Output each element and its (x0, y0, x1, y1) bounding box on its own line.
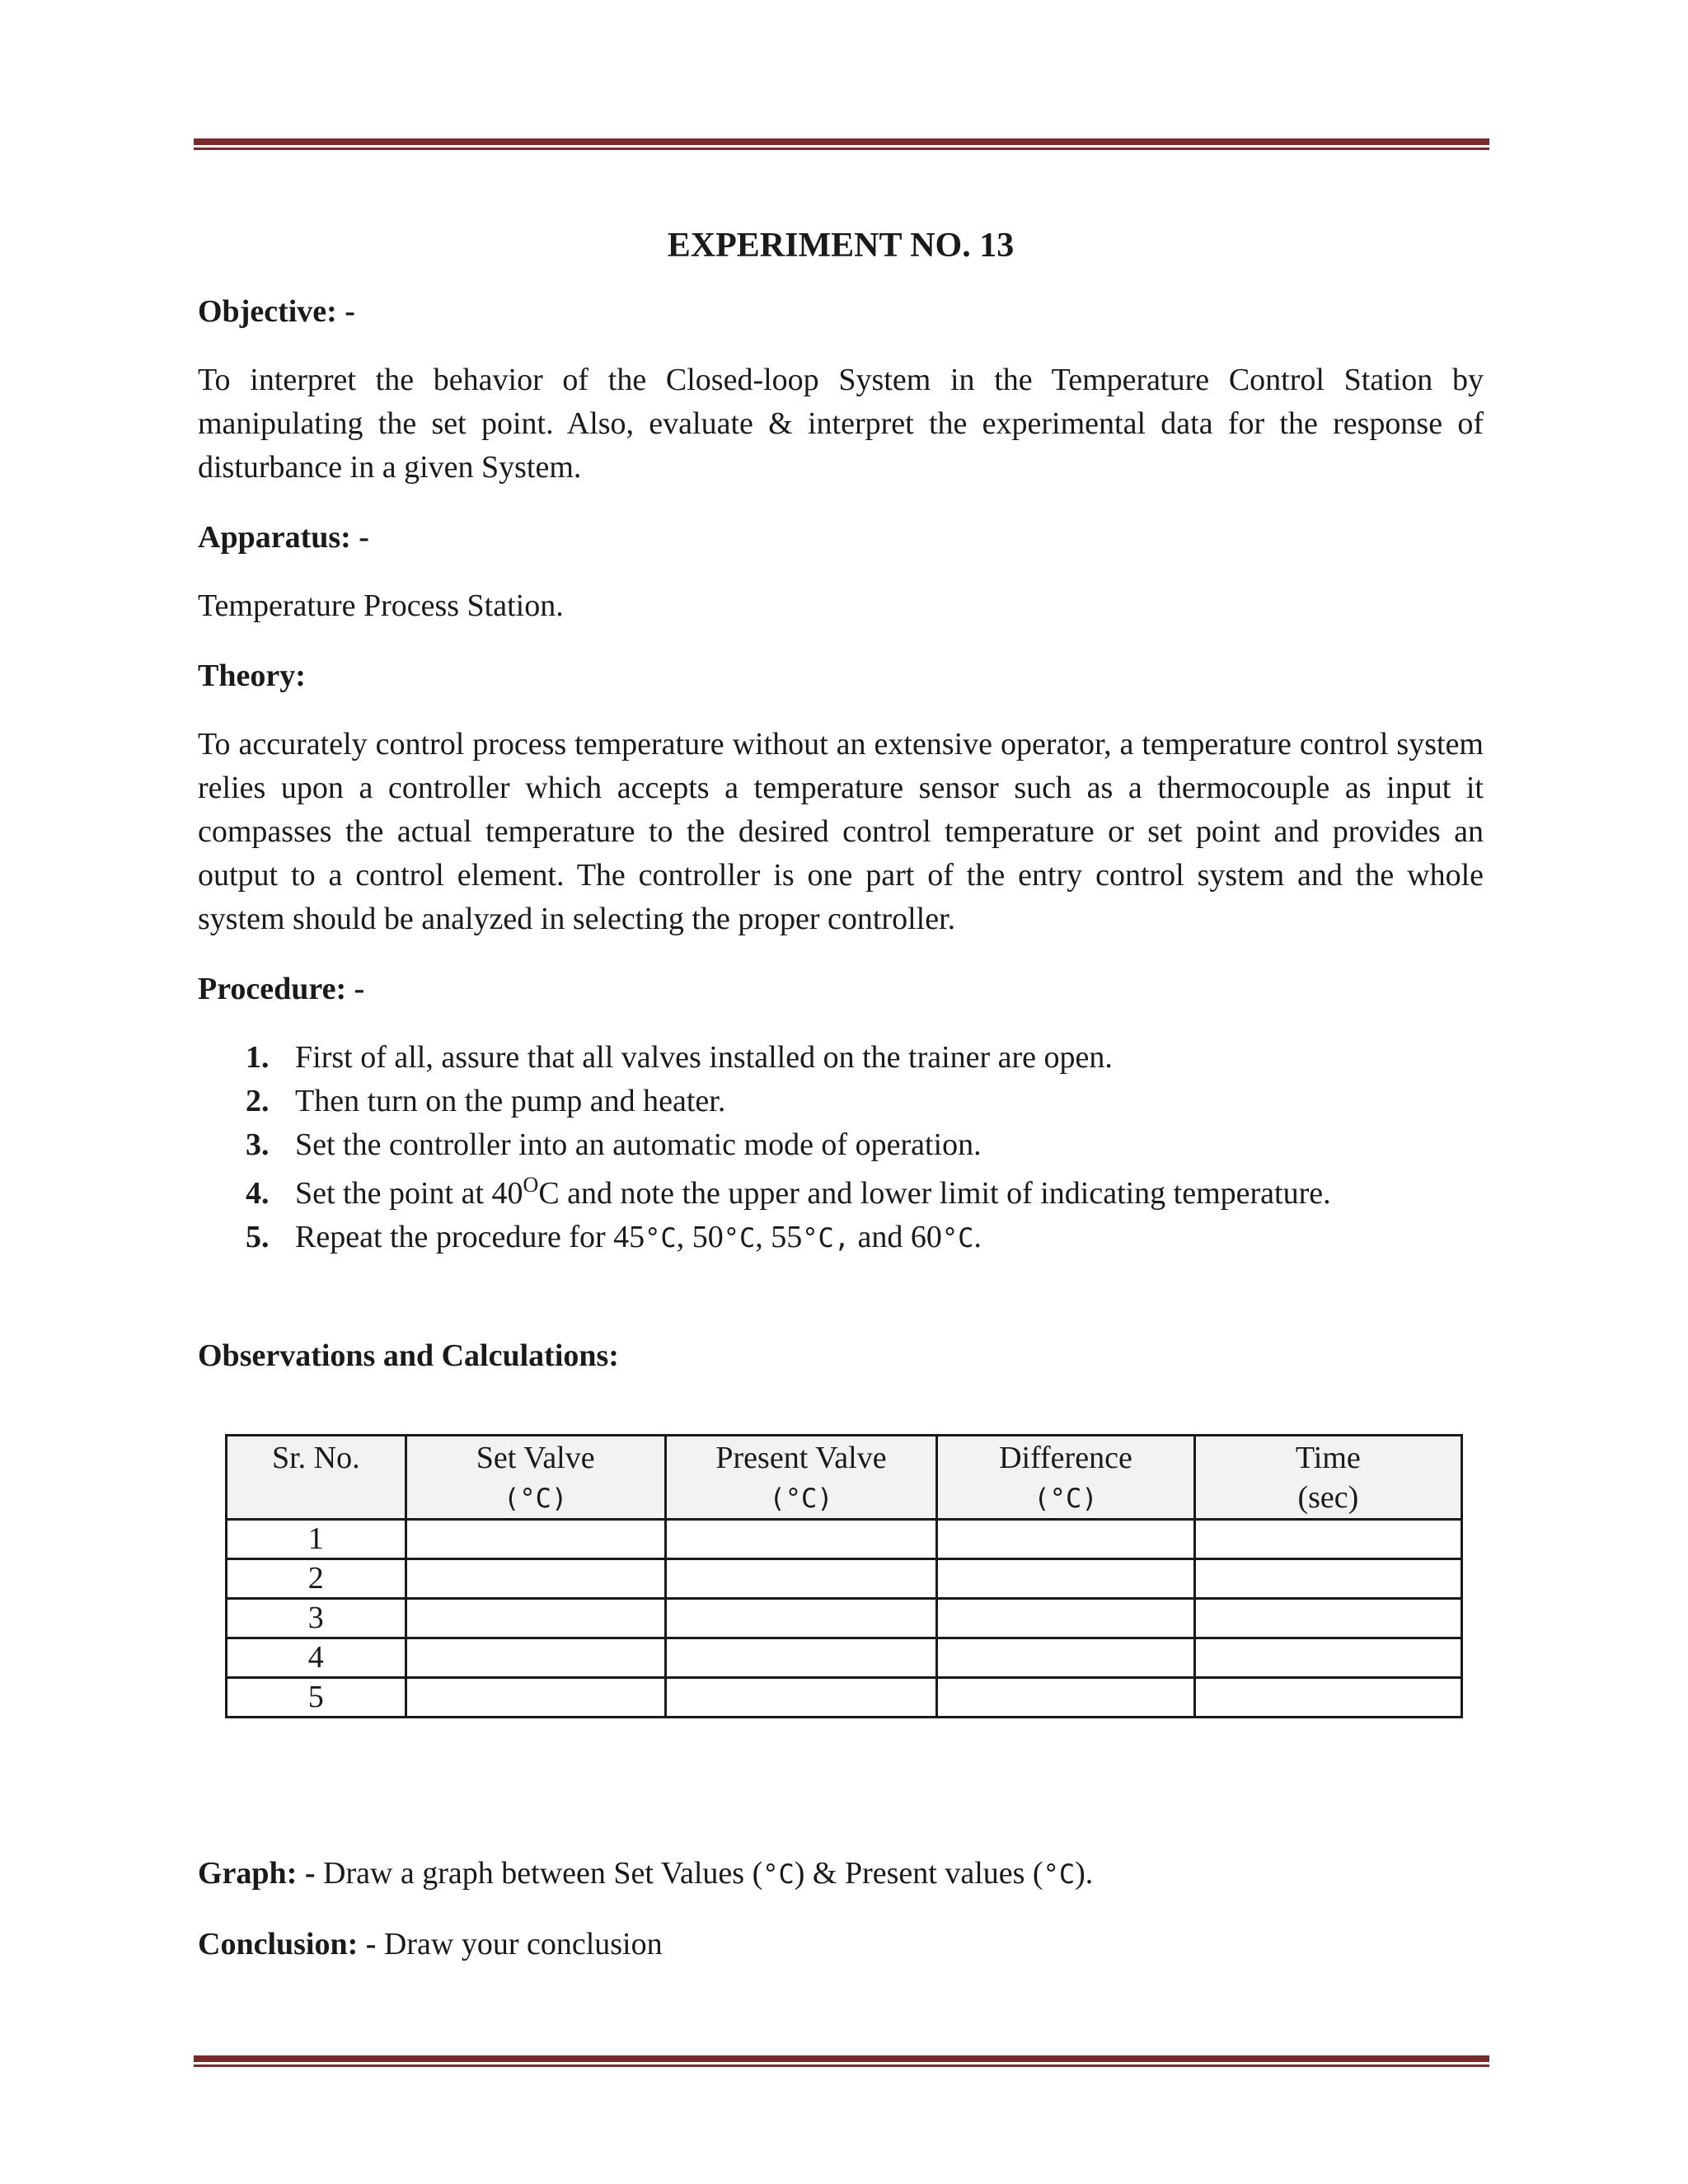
column-header-sr-no: Sr. No. (227, 1436, 406, 1520)
difference-cell (937, 1559, 1195, 1599)
present-valve-cell (665, 1520, 936, 1559)
objective-text: To interpret the behavior of the Closed-loop System in the Temperature Control Station by manipulating the set point. Also, evaluate & interpret the experimental data for the response of disturbance in a given System. (198, 363, 1484, 485)
table-row (227, 1520, 1462, 1559)
step-number: 3. (246, 1127, 270, 1162)
procedure-step (246, 1172, 1484, 1216)
difference-cell (937, 1599, 1195, 1638)
set-valve-cell (406, 1638, 665, 1678)
column-header-present-valve: Present Valve (°C) (665, 1436, 936, 1520)
table-row (227, 1678, 1462, 1718)
column-header-set-valve: Set Valve (°C) (406, 1436, 665, 1520)
step-number: 4. (246, 1176, 270, 1211)
apparatus-heading: Apparatus: - (198, 520, 369, 555)
table-header-row (227, 1436, 1462, 1520)
step-number: 5. (246, 1220, 270, 1254)
conclusion-line (198, 1923, 1484, 1966)
procedure-step (246, 1216, 1484, 1260)
step-text: Set the point at $40^OC$ and note the upper and lower limit of indicating temperature. (295, 1173, 1331, 1211)
observations-heading: Observations and Calculations: (198, 1338, 619, 1373)
page-title: EXPERIMENT NO. 13 (667, 227, 1015, 265)
set-valve-cell (406, 1559, 665, 1599)
graph-line: Graph: - Draw a graph between Set Values (°C) & Present values (°C). (198, 1856, 1094, 1891)
procedure-list (198, 1036, 1484, 1260)
present-valve-cell (665, 1638, 936, 1678)
objective-heading: Objective: - (198, 294, 355, 329)
footer-rule (194, 2055, 1489, 2067)
row-number: 4 (227, 1638, 406, 1678)
column-header-difference: Difference (°C) (937, 1436, 1195, 1520)
difference-cell (937, 1678, 1195, 1718)
row-number: 5 (227, 1678, 406, 1718)
time-cell (1194, 1638, 1461, 1678)
conclusion-text: Draw your conclusion (376, 1927, 663, 1961)
theory-heading: Theory: (198, 658, 306, 693)
row-number: 2 (227, 1559, 406, 1599)
header-rule (194, 138, 1489, 150)
time-cell (1194, 1599, 1461, 1638)
graph-label: Graph: - (198, 1856, 316, 1891)
set-valve-cell (406, 1599, 665, 1638)
graph-and-conclusion (198, 1852, 1484, 1993)
procedure-step (246, 1036, 1484, 1080)
step-text: First of all, assure that all valves installed on the trainer are open. (295, 1040, 1113, 1075)
row-number: 3 (227, 1599, 406, 1638)
present-valve-cell (665, 1559, 936, 1599)
table-row (227, 1559, 1462, 1599)
theory-text: To accurately control process temperature without an extensive operator, a temperature control system relies upon a controller which accepts a temperature sensor such as a thermocouple as input it compasses the actual temperature to the desired control temperature or set point and provides an output to a control element. The controller is one part of the entry control system and the whole system should be analyzed in selecting the proper controller. (198, 727, 1484, 936)
set-valve-cell (406, 1520, 665, 1559)
difference-cell (937, 1520, 1195, 1559)
apparatus-text: Temperature Process Station. (198, 588, 564, 623)
step-text: Then turn on the pump and heater. (295, 1084, 726, 1118)
conclusion-label: Conclusion: - (198, 1927, 377, 1961)
step-text: Set the controller into an automatic mode of operation. (295, 1127, 982, 1162)
procedure-step (246, 1123, 1484, 1167)
time-cell (1194, 1559, 1461, 1599)
table-row (227, 1599, 1462, 1638)
step-number: 2. (246, 1084, 270, 1118)
table-row (227, 1638, 1462, 1678)
time-cell (1194, 1678, 1461, 1718)
difference-cell (937, 1638, 1195, 1678)
document-body (198, 223, 1484, 1718)
step-text: Repeat the procedure for 45°C, 50°C, 55°C, and 60°C. (295, 1220, 982, 1254)
procedure-step (246, 1080, 1484, 1123)
time-cell (1194, 1520, 1461, 1559)
set-valve-cell (406, 1678, 665, 1718)
row-number: 1 (227, 1520, 406, 1559)
present-valve-cell (665, 1599, 936, 1638)
procedure-heading: Procedure: - (198, 972, 365, 1006)
column-header-time: Time (sec) (1194, 1436, 1461, 1520)
present-valve-cell (665, 1678, 936, 1718)
step-number: 1. (246, 1040, 270, 1075)
observation-table (225, 1434, 1463, 1718)
